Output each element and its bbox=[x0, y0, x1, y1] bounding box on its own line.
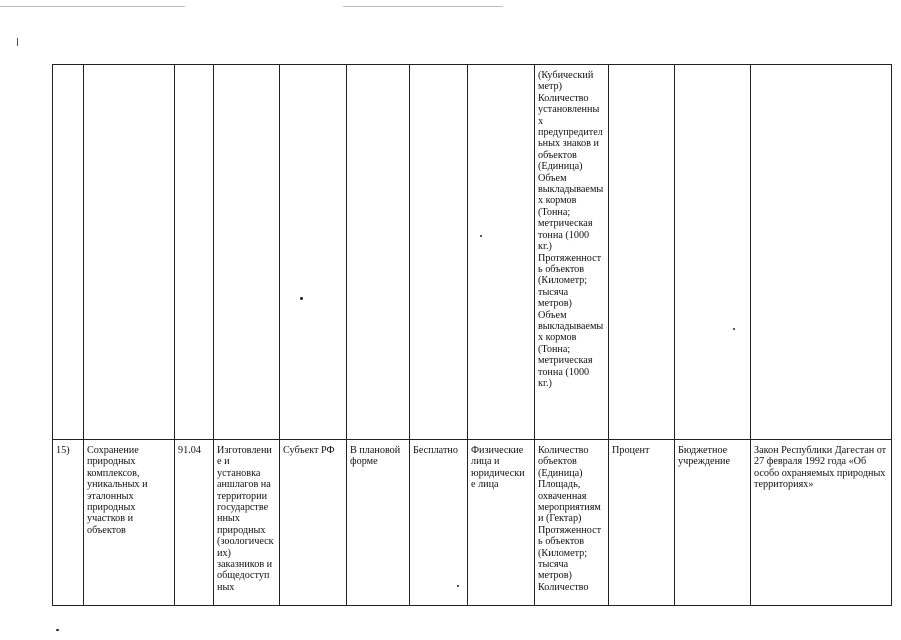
cell-code: 91.04 bbox=[175, 440, 214, 606]
cell-form bbox=[347, 65, 410, 440]
cell-institution-type: Бюджетное учреждение bbox=[675, 440, 751, 606]
cell-legal-basis bbox=[751, 65, 892, 440]
cell-consumers bbox=[468, 65, 535, 440]
scan-top-line-left bbox=[0, 6, 185, 7]
scan-speck bbox=[56, 629, 59, 631]
cell-level: Субъект РФ bbox=[280, 440, 347, 606]
cell-number bbox=[53, 65, 84, 440]
cell-level bbox=[280, 65, 347, 440]
cell-indicators: Количество объектов (Единица) Площадь, охваченная мероприятиям и (Гектар) Протяженност ь объектов (Километр; тысяча метров) Количество bbox=[535, 440, 609, 606]
cell-content bbox=[214, 65, 280, 440]
cell-institution-type bbox=[675, 65, 751, 440]
cell-form: В плановой форме bbox=[347, 440, 410, 606]
cell-unit bbox=[609, 65, 675, 440]
table-row-continuation bbox=[53, 65, 892, 440]
services-registry-table bbox=[52, 64, 892, 606]
cell-unit: Процент bbox=[609, 440, 675, 606]
cell-indicators: (Кубический метр) Количество установленны х предупредител ьных знаков и объектов (Единица) Объем выкладываемы х кормов (Тонна; метрическая тонна (1000 кг.) Протяженност ь объектов (Километр; тысяча метров) Объем выкладываемы х кормов (Тонна; метрическая тонна (1000 кг.) bbox=[535, 65, 609, 440]
cell-code bbox=[175, 65, 214, 440]
table-row-service-15 bbox=[53, 440, 892, 606]
scan-top-line-right bbox=[343, 6, 503, 7]
cell-content: Изготовлени е и установка аншлагов на территории государстве нных природных (зоологическ их) заказников и общедоступ ных bbox=[214, 440, 280, 606]
cell-price: Бесплатно bbox=[410, 440, 468, 606]
cell-name: Сохранение природных комплексов, уникальных и эталонных природных участков и объектов bbox=[84, 440, 175, 606]
cell-name bbox=[84, 65, 175, 440]
cell-number: 15) bbox=[53, 440, 84, 606]
cell-legal-basis: Закон Республики Дагестан от 27 февраля 1992 года «Об особо охраняемых природных территориях» bbox=[751, 440, 892, 606]
cell-consumers: Физические лица и юридически е лица bbox=[468, 440, 535, 606]
scan-artifact-tick bbox=[17, 38, 18, 46]
cell-price bbox=[410, 65, 468, 440]
